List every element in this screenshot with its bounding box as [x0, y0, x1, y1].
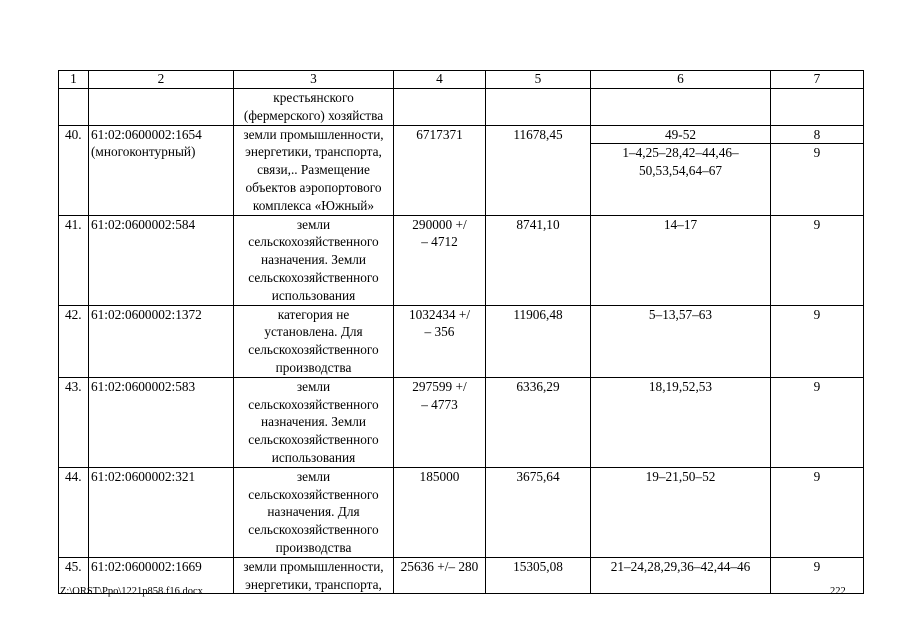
row-number: 45. [59, 557, 89, 594]
land-category: земли сельскохозяйственного назначения. Для сельскохозяйственного производства [234, 467, 394, 557]
boundary-points: 21–24,28,29,36–42,44–46 [591, 557, 771, 594]
zone-code: 9 [771, 305, 864, 377]
zone-code: 9 [771, 215, 864, 305]
row-number: 44. [59, 467, 89, 557]
boundary-points: 19–21,50–52 [591, 467, 771, 557]
column-number-row [59, 71, 864, 89]
area-error: 8741,10 [486, 215, 591, 305]
land-category: категория не установлена. Для сельскохозяйственного производства [234, 305, 394, 377]
table-row [59, 305, 864, 377]
col-header-1: 1 [59, 71, 89, 89]
zone-code-b: 9 [771, 143, 863, 162]
boundary-points: 18,19,52,53 [591, 377, 771, 467]
file-path: Z:\ORST\Ppo\1221p858.f16.docx [60, 586, 203, 597]
plot-area: 1032434 +/ – 356 [394, 305, 486, 377]
row-number: 41. [59, 215, 89, 305]
cadastral-number: 61:02:0600002:1372 [89, 305, 234, 377]
continuation-description: крестьянского (фермерского) хозяйства [234, 89, 394, 126]
cadastral-number: 61:02:0600002:1654 (многоконтурный) [89, 125, 234, 215]
table-row [59, 215, 864, 305]
row-number: 40. [59, 125, 89, 215]
row-number: 42. [59, 305, 89, 377]
plot-area: 6717371 [394, 125, 486, 215]
boundary-points [591, 125, 771, 215]
land-category: земли промышленности, энергетики, транспорта, [234, 557, 394, 594]
plot-area: 297599 +/ – 4773 [394, 377, 486, 467]
table-row [59, 467, 864, 557]
cadastral-number: 61:02:0600002:321 [89, 467, 234, 557]
area-error: 3675,64 [486, 467, 591, 557]
page-number: 222 [830, 586, 846, 597]
area-error: 11906,48 [486, 305, 591, 377]
table-row [59, 377, 864, 467]
area-error: 11678,45 [486, 125, 591, 215]
table-row [59, 125, 864, 215]
boundary-points-a: 49-52 [664, 126, 697, 142]
cadastral-number: 61:02:0600002:584 [89, 215, 234, 305]
plot-area: 185000 [394, 467, 486, 557]
boundary-points-b: 1–4,25–28,42–44,46– 50,53,54,64–67 [591, 143, 770, 180]
col-header-5: 5 [486, 71, 591, 89]
col-header-4: 4 [394, 71, 486, 89]
zone-code-a: 8 [813, 126, 821, 142]
row-number: 43. [59, 377, 89, 467]
boundary-points: 5–13,57–63 [591, 305, 771, 377]
cadastral-number: 61:02:0600002:583 [89, 377, 234, 467]
zone-code: 9 [771, 377, 864, 467]
zone-code: 9 [771, 557, 864, 594]
cadastral-number: 61:02:0600002:1669 [89, 557, 234, 594]
land-category: земли промышленности, энергетики, транспорта, связи,.. Размещение объектов аэропортового комплекса «Южный» [234, 125, 394, 215]
col-header-6: 6 [591, 71, 771, 89]
zone-code [771, 125, 864, 215]
table-row-continuation [59, 89, 864, 126]
plot-area: 290000 +/ – 4712 [394, 215, 486, 305]
plot-area: 25636 +/– 280 [394, 557, 486, 594]
land-category: земли сельскохозяйственного назначения. Земли сельскохозяйственного использования [234, 377, 394, 467]
zone-code: 9 [771, 467, 864, 557]
area-error: 6336,29 [486, 377, 591, 467]
col-header-3: 3 [234, 71, 394, 89]
area-error: 15305,08 [486, 557, 591, 594]
boundary-points: 14–17 [591, 215, 771, 305]
land-category: земли сельскохозяйственного назначения. Земли сельскохозяйственного использования [234, 215, 394, 305]
land-plots-table [58, 70, 864, 594]
col-header-7: 7 [771, 71, 864, 89]
col-header-2: 2 [89, 71, 234, 89]
